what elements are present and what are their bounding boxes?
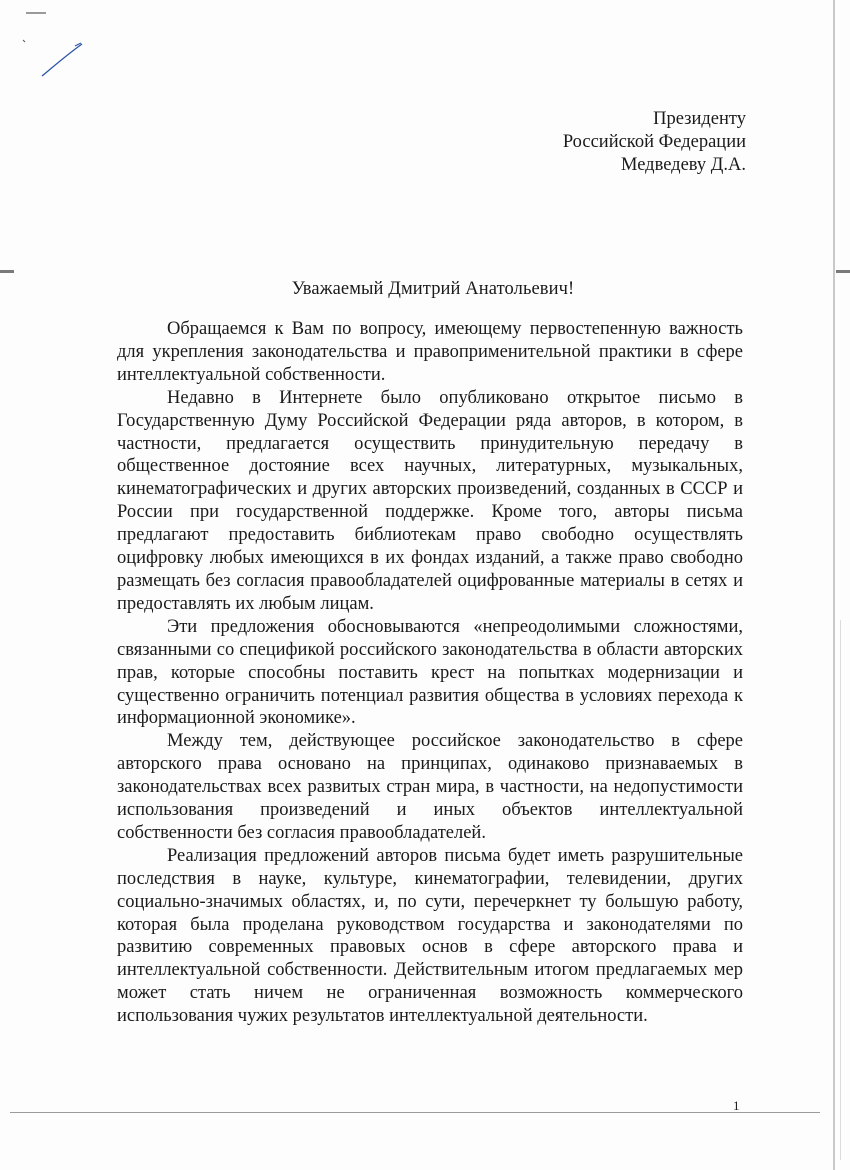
- paragraph: Между тем, действующее российское законодательство в сфере авторского права основано на принципах, одинаково признаваемых в законодательствах всех развитых стран мира, в частности, на недопустимости использования произведений и иных объектов интеллектуальной собственности без согласия правообладателей.: [117, 731, 743, 843]
- punch-mark-left: [0, 270, 14, 273]
- page-number: 1: [733, 1098, 740, 1113]
- paragraph: Недавно в Интернете было опубликовано открытое письмо в Государственную Думу Российской Федерации ряда авторов, в котором, в частности, предлагается осуществить принудительную передачу в общественное достояние всех научных, литературных, музыкальных, кинематографических и других авторских произведений, созданных в СССР и России при государственной поддержке. Кроме того, авторы письма предлагают предоставить библиотекам право свободно осуществлять оцифровку любых имеющихся в их фондах изданий, а также право свободно размещать без согласия правообладателей оцифрованные материалы в сетях и предоставлять их любым лицам.: [117, 387, 743, 614]
- paragraph: Эти предложения обосновываются «непреодолимыми сложностями, связанными со спецификой российского законодательства в области авторских прав, которые способны поставить крест на попытках модернизации и существенно ограничить потенциал развития общества в условиях перехода к информационной экономике».: [117, 616, 743, 729]
- pen-stroke-mark: [20, 30, 90, 80]
- scan-mark: [26, 12, 46, 14]
- salutation: Уважаемый Дмитрий Анатольевич!: [291, 279, 575, 299]
- addressee-title: Президенту: [653, 109, 746, 129]
- punch-mark-right: [836, 270, 850, 273]
- addressee-country: Российской Федерации: [562, 132, 746, 152]
- scan-edge-inner: [840, 620, 841, 1160]
- addressee-name: Медведеву Д.А.: [620, 155, 746, 175]
- letter-body: [117, 318, 743, 1028]
- footer-rule: [10, 1112, 820, 1113]
- addressee-block: [563, 108, 746, 177]
- paragraph: Обращаемся к Вам по вопросу, имеющему первостепенную важность для укрепления законодательства и правоприменительной практики в сфере интеллектуальной собственности.: [117, 319, 743, 385]
- paragraph: Реализация предложений авторов письма будет иметь разрушительные последствия в науке, культуре, кинематографии, телевидении, других социально-значимых областях, и, по сути, перечеркнет ту большую работу, которая была проделана руководством государства и законодателями по развитию современных правовых основ в сфере авторского права и интеллектуальной собственности. Действительным итогом предлагаемых мер может стать ничем не ограниченная возможность коммерческого использования чужих результатов интеллектуальной деятельности.: [117, 845, 743, 1027]
- scan-edge: [833, 0, 835, 1170]
